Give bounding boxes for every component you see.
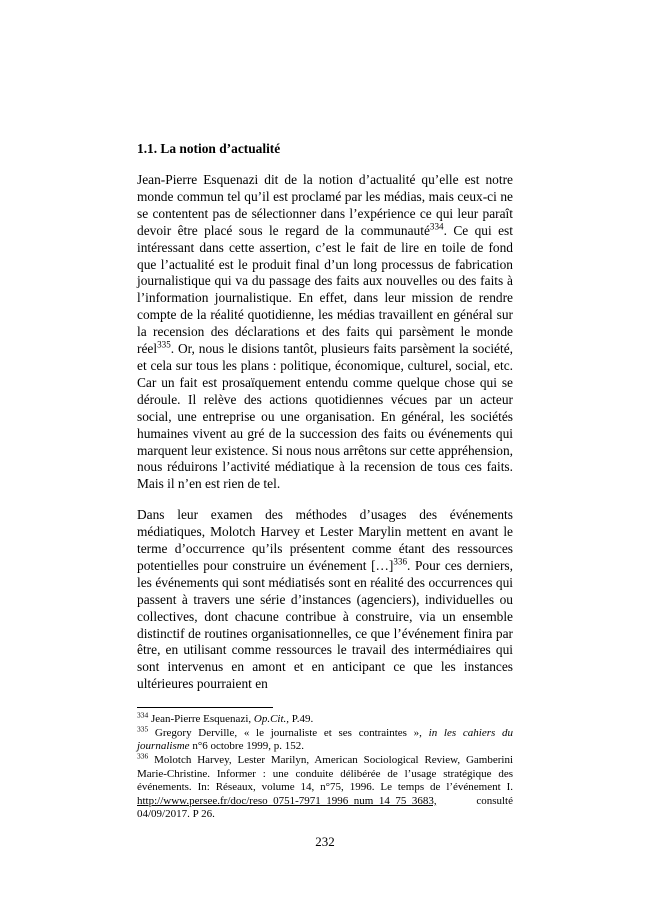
footnote-ref: 336 bbox=[393, 556, 408, 567]
text-run: Jean-Pierre Esquenazi, bbox=[148, 713, 254, 726]
text-run: Molotch Harvey, Lester Marilyn, American Sociological Review, Gamberini Marie-Christine. Informer : une conduite délibérée de l’usage stratégique des événements. In: Réseaux, volume 14, n°75, 1996. Le temps de l’événement I. bbox=[137, 753, 513, 794]
paragraph-1 bbox=[137, 172, 513, 493]
text-run: . Or, nous le disions tantôt, plusieurs faits parsèment la société, et cela sur tous les plans : politique, économique, culturel, social, etc. Car un fait est prosaïquement entendu comme quelque chose qui se déroule. Il relève des actions quotidiennes vécues par un acteur social, une entreprise ou une organisation. En général, les sociétés humaines vivent au gré de la succession des faits ou événements qui marquent leur existence. Si nous nous arrêtons sur cette appréhension, nous réduirons l’activité médiatique à la recension de tous ces faits. Mais il n’en est rien de tel. bbox=[137, 341, 513, 492]
footnote-ref: 334 bbox=[137, 710, 149, 720]
footnotes-section bbox=[137, 710, 513, 822]
text-run: P.49. bbox=[289, 713, 314, 726]
footnote-ref: 335 bbox=[137, 724, 149, 734]
text-block bbox=[137, 141, 513, 850]
text-run: Dans leur examen des méthodes d’usages des événements médiatiques, Molotch Harvey et Lester Marylin mettent en avant le terme d’occurrence qu’ils présentent comme étant des ressources potentielles pour construire un événement […] bbox=[137, 507, 513, 573]
footnote-334 bbox=[137, 710, 513, 727]
footnote-ref: 336 bbox=[137, 751, 149, 761]
text-run: Gregory Derville, « le journaliste et ses contraintes », bbox=[148, 726, 429, 739]
text-run: Jean-Pierre Esquenazi dit de la notion d’actualité qu’elle est notre monde commun tel qu’il est proclamé par les médias, mais ceux-ci ne se contentent pas de sélectionner dans l’expérience ce qui leur paraît devoir être placé sous le regard de la communauté bbox=[137, 172, 513, 238]
text-run: . Pour ces derniers, les événements qui sont médiatisés sont en réalité des occurrences qui passent à travers une série d’instances (agenciers), individuelles ou collectives, dont chacune contribue à construire, via un ensemble distinctif de routines organisationnelles, ce que l’événement finira par être, en utilisant comme ressources le travail des intermédiaires qui sont intervenus en amont et en anticipant ce que les instances ultérieures pourraient en bbox=[137, 557, 513, 692]
footnote-ref: 334 bbox=[429, 221, 444, 232]
paragraph-2 bbox=[137, 507, 513, 693]
text-run: consulté 04/09/2017. P 26. bbox=[137, 794, 513, 821]
page-number: 232 bbox=[315, 833, 335, 849]
italic-text: Op.Cit., bbox=[253, 713, 290, 726]
text-run: . Ce qui est intéressant dans cette assertion, c’est le fait de lire en toile de fond que l’actualité est le produit final d’un long processus de fabrication journalistique qui va du passage des faits aux nouvelles ou des faits à l’information journalistique. En effet, dans leur mission de rendre compte de la réalité quotidienne, les médias travaillent en général sur la recension des déclarations et des faits qui parsèment le monde réel bbox=[137, 222, 513, 357]
section-heading: 1.1. La notion d’actualité bbox=[137, 141, 281, 156]
footnote-separator bbox=[137, 707, 273, 708]
footnote-ref: 335 bbox=[157, 339, 171, 350]
text-run: n°6 octobre 1999, p. 152. bbox=[189, 740, 304, 753]
italic-text: in les cahiers du journalisme bbox=[137, 726, 513, 753]
footnote-336 bbox=[137, 751, 513, 822]
footnote-335 bbox=[137, 724, 513, 754]
hyperlink[interactable]: http://www.persee.fr/doc/reso_0751-7971_1996_num_14_75_3683, bbox=[137, 794, 437, 807]
